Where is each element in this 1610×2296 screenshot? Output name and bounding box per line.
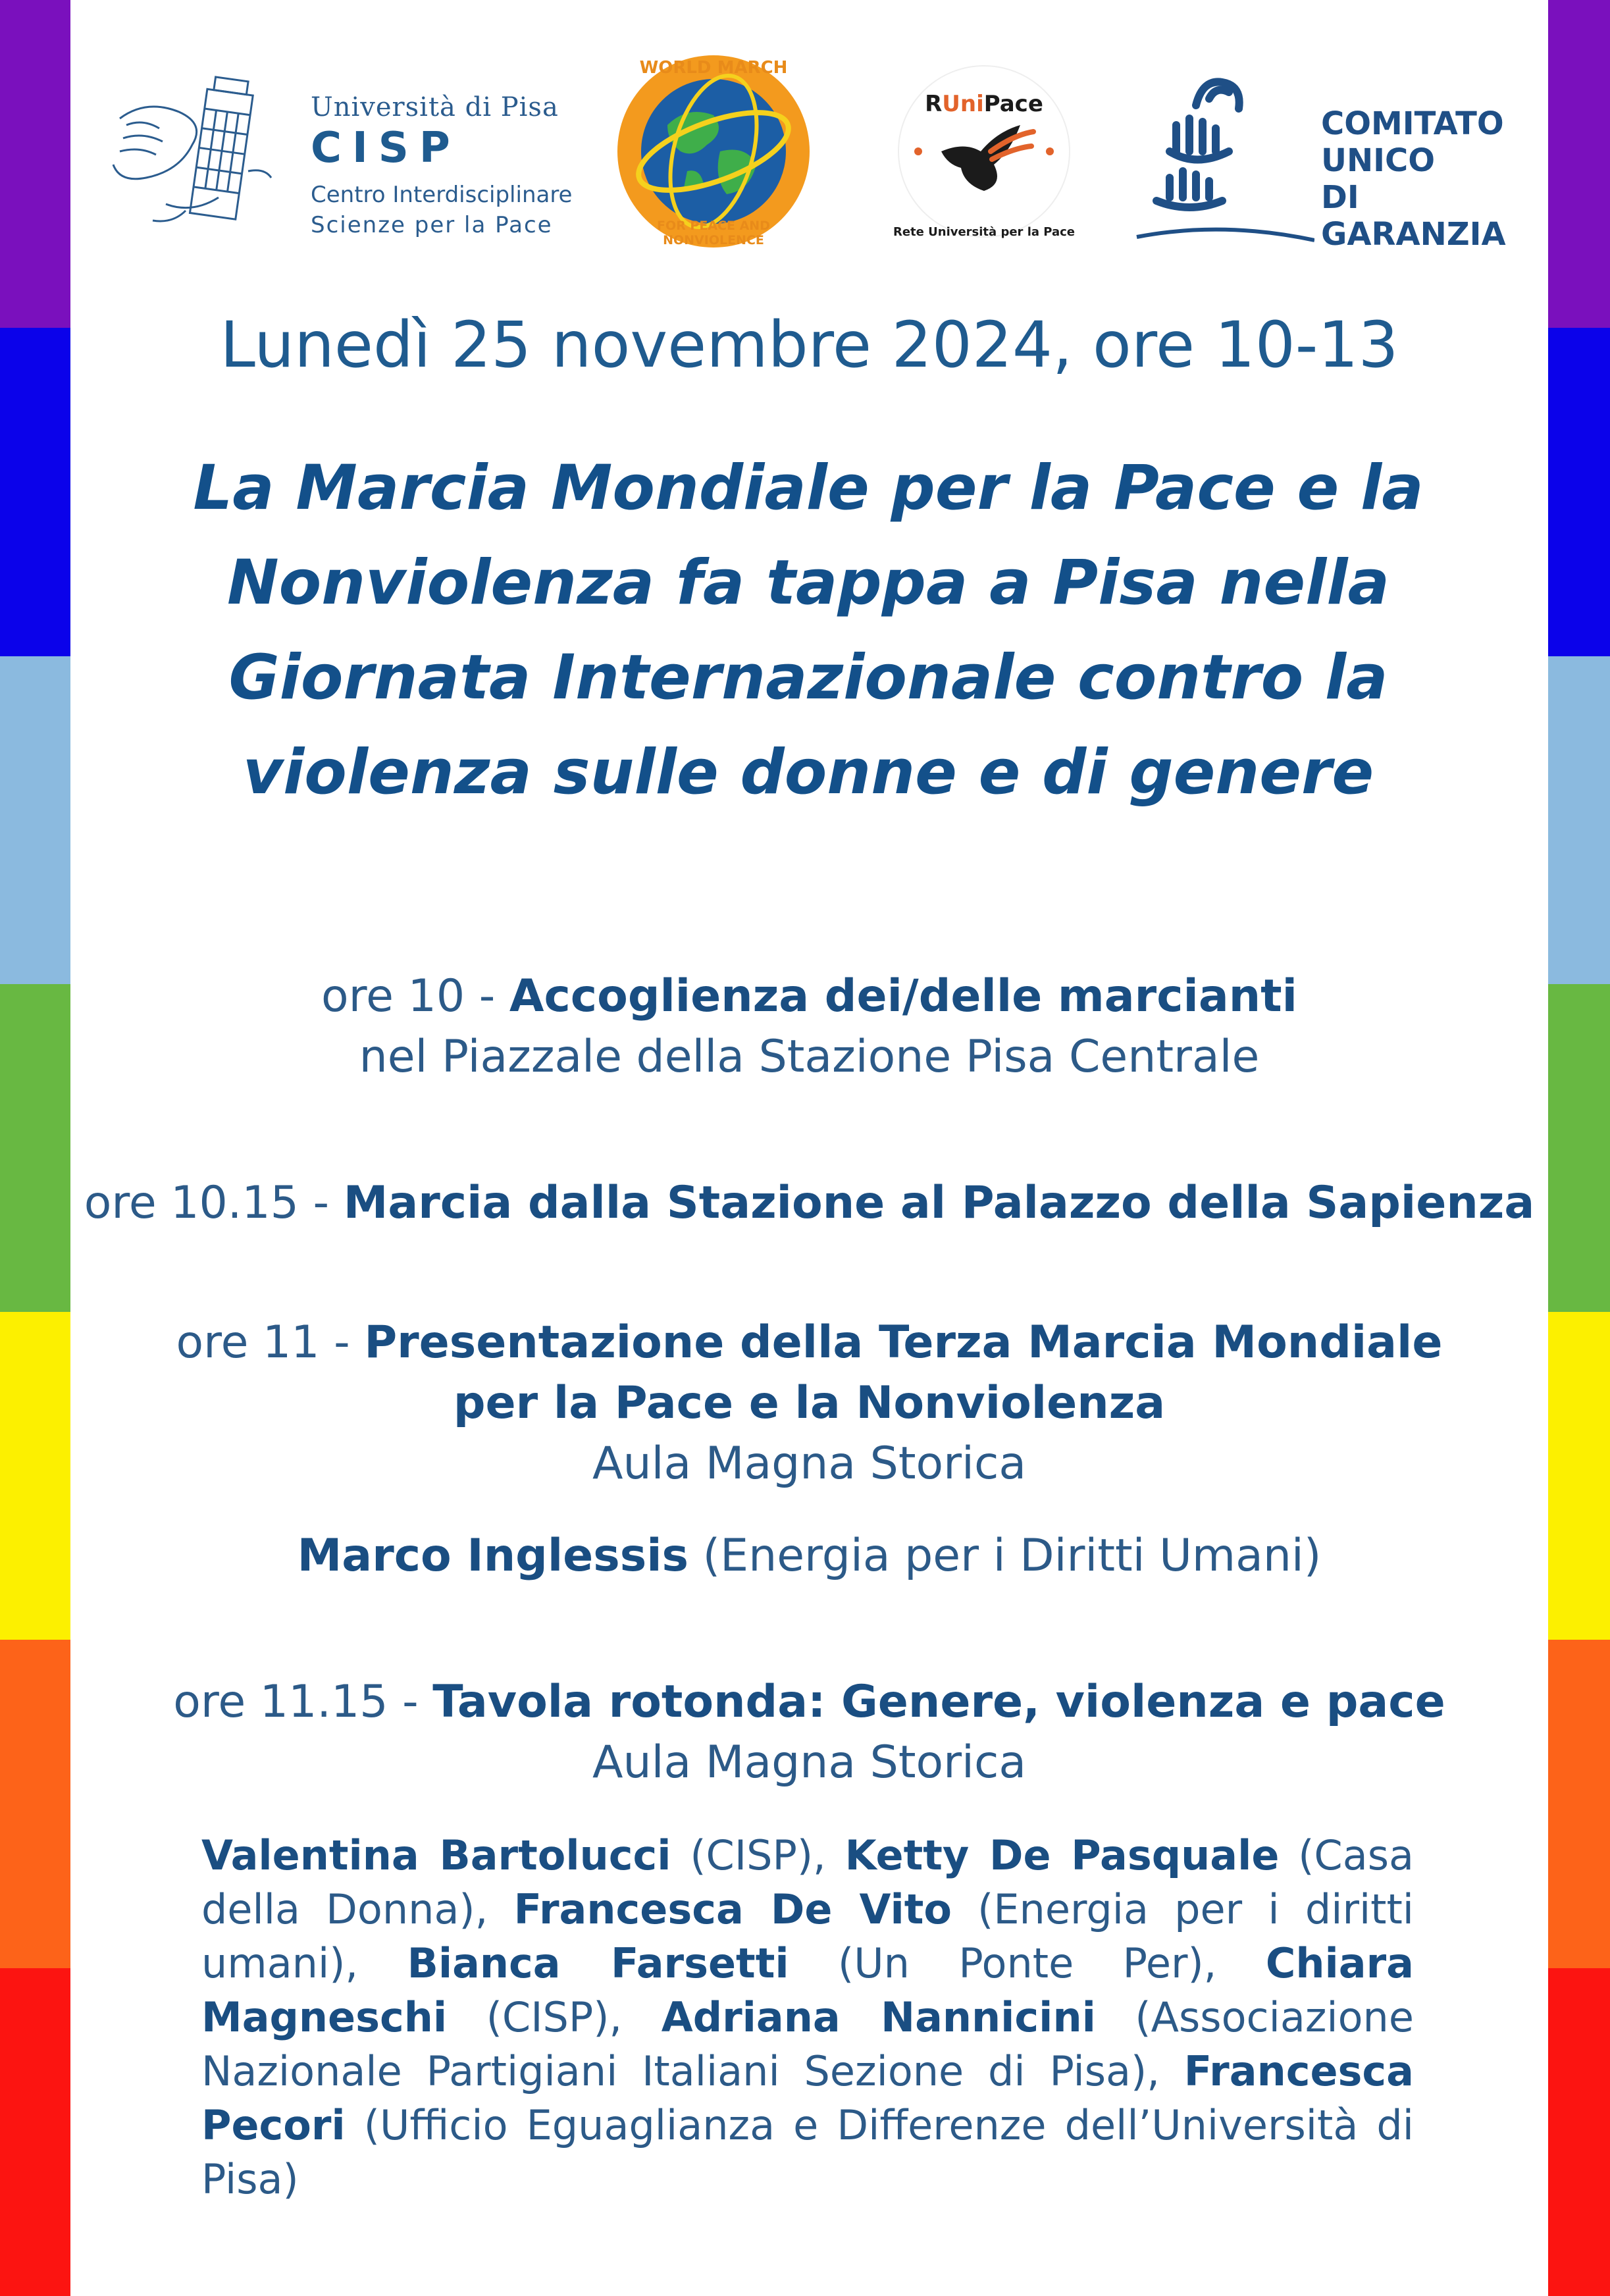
stripe-orange bbox=[1548, 1640, 1610, 1968]
cisp-name-line2: Scienze per la Pace bbox=[311, 212, 553, 238]
participant-affiliation: (Casa della Donna), bbox=[201, 1831, 1414, 1933]
participants-list bbox=[201, 1829, 1414, 2206]
title-line: Nonviolenza fa tappa a Pisa nella bbox=[226, 547, 1390, 619]
stripe-red bbox=[1548, 1968, 1610, 2296]
event-title bbox=[105, 441, 1511, 820]
stripe-violet bbox=[1548, 0, 1610, 328]
participant-affiliation: (CISP), bbox=[671, 1831, 845, 1879]
program-item bbox=[70, 966, 1548, 1087]
stripe-yellow bbox=[1548, 1312, 1610, 1640]
stripe-yellow bbox=[0, 1312, 70, 1640]
participant-name: Chiara Magneschi bbox=[201, 1939, 1415, 2041]
stripe-red bbox=[0, 1968, 70, 2296]
program-item bbox=[70, 1672, 1548, 1793]
stripe-orange bbox=[0, 1640, 70, 1968]
university-name: Università di Pisa bbox=[311, 92, 559, 122]
title-line: La Marcia Mondiale per la Pace e la bbox=[193, 452, 1424, 524]
stripe-light-blue bbox=[1548, 656, 1610, 984]
stripe-green bbox=[1548, 984, 1610, 1312]
participant-name: Ketty De Pasquale bbox=[844, 1831, 1280, 1879]
participant-name: Francesca De Vito bbox=[513, 1885, 952, 1933]
participant-affiliation: (Ufficio Eguaglianza e Differenze dell’Università di Pisa) bbox=[201, 2101, 1414, 2203]
rainbow-border-right bbox=[1548, 0, 1610, 2296]
stripe-blue bbox=[1548, 328, 1610, 656]
runipace-wordmark bbox=[879, 91, 1089, 117]
speaker-name: Marco Inglessis bbox=[297, 1530, 688, 1582]
program-time: ore 11 - bbox=[176, 1317, 365, 1369]
program-speaker bbox=[70, 1526, 1548, 1586]
stripe-light-blue bbox=[0, 656, 70, 984]
title-line: Giornata Internazionale contro la bbox=[228, 642, 1388, 714]
stripe-green bbox=[0, 984, 70, 1312]
cisp-name-line1: Centro Interdisciplinare bbox=[311, 182, 573, 208]
program-activity: Presentazione della Terza Marcia Mondiale bbox=[364, 1317, 1443, 1369]
program-place: Aula Magna Storica bbox=[592, 1438, 1026, 1490]
program-time: ore 10 - bbox=[321, 970, 509, 1022]
cug-logo bbox=[1130, 53, 1551, 253]
runipace-logo bbox=[879, 53, 1089, 250]
program-place: Aula Magna Storica bbox=[592, 1736, 1026, 1788]
program-activity: Accoglienza dei/delle marcianti bbox=[509, 970, 1297, 1022]
runipace-pace: Pace bbox=[983, 91, 1043, 117]
program-item bbox=[70, 1173, 1548, 1234]
leaning-tower-dove-icon bbox=[107, 72, 278, 230]
program-time: ore 11.15 - bbox=[173, 1676, 433, 1728]
world-march-arc-bottom: FOR PEACE AND NONVIOLENCE bbox=[657, 219, 770, 248]
cug-line1: COMITATO bbox=[1321, 105, 1504, 142]
program-time: ore 10.15 - bbox=[84, 1177, 344, 1229]
speaker-affiliation: (Energia per i Diritti Umani) bbox=[688, 1530, 1322, 1582]
participant-affiliation: (Associazione Nazionale Partigiani Italiani Sezione di Pisa), bbox=[201, 1993, 1414, 2095]
runipace-uni: Uni bbox=[942, 91, 984, 117]
runipace-subtitle: Rete Università per la Pace bbox=[893, 225, 1076, 239]
stripe-blue bbox=[0, 328, 70, 656]
program-activity-cont: per la Pace e la Nonviolenza bbox=[453, 1377, 1166, 1429]
rainbow-border-left bbox=[0, 0, 70, 2296]
logo-row bbox=[70, 39, 1548, 253]
program-activity: Marcia dalla Stazione al Palazzo della Sapienza bbox=[343, 1177, 1535, 1229]
cisp-logo bbox=[107, 72, 581, 238]
program-place: nel Piazzale della Stazione Pisa Centrale bbox=[359, 1031, 1260, 1083]
participant-affiliation: (Energia per i diritti umani), bbox=[201, 1885, 1415, 1987]
participant-name: Valentina Bartolucci bbox=[201, 1831, 671, 1879]
program-activity: Tavola rotonda: Genere, violenza e pace bbox=[432, 1676, 1445, 1728]
participant-name: Francesca Pecori bbox=[201, 2047, 1414, 2149]
hands-icon bbox=[1130, 53, 1314, 250]
participant-name: Adriana Nannicini bbox=[661, 1993, 1096, 2041]
participant-affiliation: (CISP), bbox=[447, 1993, 662, 2041]
participant-affiliation: (Un Ponte Per), bbox=[789, 1939, 1266, 1987]
cisp-acronym: CISP bbox=[311, 124, 461, 172]
stripe-violet bbox=[0, 0, 70, 328]
cug-line3: DI GARANZIA bbox=[1321, 179, 1506, 253]
title-line: violenza sulle donne e di genere bbox=[242, 737, 1374, 808]
world-march-arc-top: WORLD MARCH bbox=[639, 58, 788, 78]
program-item bbox=[70, 1313, 1548, 1494]
dove-icon bbox=[879, 53, 1089, 250]
participant-name: Bianca Farsetti bbox=[407, 1939, 789, 1987]
cug-line2: UNICO bbox=[1321, 142, 1436, 179]
runipace-r: R bbox=[925, 91, 943, 117]
world-march-logo bbox=[615, 53, 812, 250]
event-date: Lunedì 25 novembre 2024, ore 10-13 bbox=[220, 308, 1399, 382]
